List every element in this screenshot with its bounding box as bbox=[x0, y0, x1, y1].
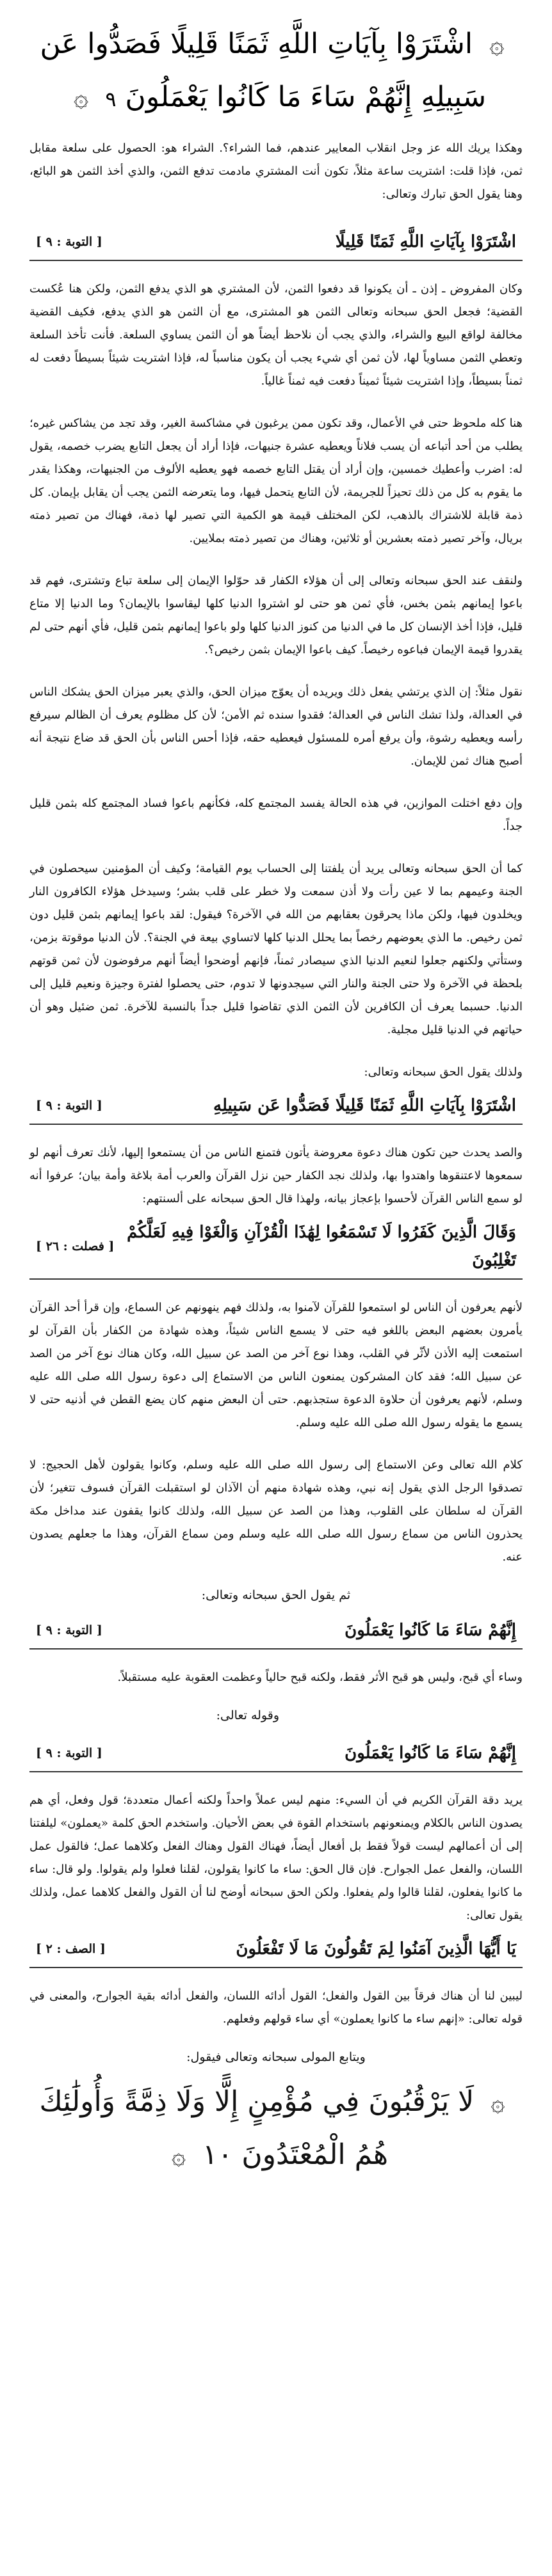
paragraph: كما أن الحق سبحانه وتعالى يريد أن يلفتنا إلى الحساب يوم القيامة؛ وكيف أن المؤمنين سيحصلون في الجنة وعيمهم بما لا عين رأت ولا أذن سمعت ولا خطر على قلب بشر؛ وسيدخل هؤلاء الكافرون النار ويخلدون فيها، ولكن ماذا يحرقون بعقابهم من الله في الآخرة؟ فيقول: لقد باعوا إيمانهم بثمن قليل دون ثمن رخيص. ما الذي يعوضهم رخصاً بما يحلل الدنيا كلها لاتساوي بيعة في الجنة؟. لأن الدنيا موقوتة بزمن، وستأتي ولكنهم جعلوا لنعيم الدنيا الذي سيصادر ثمناً، فإنهم أوضحوا أيضاً أنهم مرفوضون لأن ثمن قوتهم بلحظة في الآخرة ولا حتى الجنة والنار التي سيجدونها لا تدوم، حتى يحصلوا لفترة وجيزة ونعيم قليل إلى الدنيا. حسبما يعرف أن الكافرين لأن الثمن الذي تقاضوا قليل جداً بالنسبة للآخرة. ثمن ضئيل وهو أن حياتهم في الدنيا قليل مجلية. bbox=[29, 862, 523, 1037]
section-intro: ويتابع المولى سبحانه وتعالى فيقول: bbox=[186, 2050, 366, 2064]
paragraph: لأنهم يعرفون أن الناس لو استمعوا للقرآن لآمنوا به، ولذلك فهم ينهونهم عن السماع، وإن قرأ أحد القرآن يأمرون بعضهم البعض باللغو فيه حتى لا يسمع الناس شيئاً، وهذه شهادة من الكفار بأن القرآن لو استمعت إليه الأذن لأثّر في القلب، وهذا نوع آخر من الصد عن سبيل الله، وكان هناك نوع آخر من الصد عن سبيل الله؛ فقد كان المشركون يمنعون الناس من الاستماع إلى دعوة رسول الله صلى الله عليه وسلم، لأنهم يعرفون أن حلاوة الدعوة ستجذبهم. حتى أن البعض منهم كان يضع القطن في أذنيه حتى لا يسمع ما يقوله رسول الله صلى الله عليه وسلم. bbox=[29, 1301, 523, 1429]
paragraph: كلام الله تعالى وعن الاستماع إلى رسول الله صلى الله عليه وسلم، وكانوا يقولون لأهل الحجيج: لا تصدقوا الرجل الذي يقول إنه نبي، وهذه شهادة منهم أن الآذان لو استقبلت القرآن فسوف تتغير؛ لأن القرآن له سلطان على القلوب، وهذا من الصد عن سبيل الله، ولذلك كانوا يقفون عند مداخل مكة يحذرون الناس من سماع رسول الله صلى الله عليه وسلم ومن سماع القرآن، وهذا ما جعلهم يصدون عنه. bbox=[29, 1458, 523, 1564]
header-verse bbox=[29, 18, 523, 125]
section-intro: ثم يقول الحق سبحانه وتعالى: bbox=[201, 1588, 351, 1602]
paragraph: ليبين لنا أن هناك فرقاً بين القول والفعل؛ القول أدائه اللسان، والفعل أدائه بقية الجوارح، والمعنى في قوله تعالى: «إنهم ساء ما كانوا يعملون» أي ساء قولهم وفعلهم. bbox=[29, 1989, 523, 2026]
paragraph: ولذلك يقول الحق سبحانه وتعالى: bbox=[364, 1065, 523, 1079]
header-line-2 bbox=[29, 71, 523, 125]
footer-line-2-text: هُمُ الْمُعْتَدُونَ bbox=[241, 2138, 389, 2171]
verse-text: اشْتَرَوْا بِآيَاتِ اللَّهِ ثَمَنًا قَلِيلًا فَصَدُّوا عَن سَبِيلِهِ bbox=[213, 1096, 516, 1115]
verse-quote bbox=[29, 1089, 523, 1125]
verse-text: اشْتَرَوْا بِآيَاتِ اللَّهِ ثَمَنًا قَلِيلًا bbox=[335, 232, 516, 251]
footer-line-2 bbox=[29, 2129, 523, 2182]
paragraph: يريد دقة القرآن الكريم في أن السيء: منهم ليس عملاً واحداً ولكنه أعمال متعددة؛ قول وفعل، أي هم يصدون الناس بالكلام ويمنعونهم باستخدام القوة في بعض الأحيان. واستخدم الحق كلمة «يعملون» ليلفتنا إلى أن أعمالهم ليست قولاً فقط بل أفعال أيضاً، فهناك القول وهناك الفعل وكلاهما عمل؛ فالقول عمل اللسان، والفعل عمل الجوارح. فإن قال الحق: ساء ما كانوا يقولون، لقلنا فعلوا ولم يقولوا. ولو قال: ساء ما كانوا يفعلون، لقلنا قالوا ولم يفعلوا. ولكن الحق سبحانه أوضح لنا أن القول والفعل كلاهما عمل، ولذلك يقول تعالى: bbox=[29, 1793, 523, 1922]
section-intro: وقوله تعالى: bbox=[216, 1708, 279, 1722]
header-line-1-text: اشْتَرَوْا بِآيَاتِ اللَّهِ ثَمَنًا قَلِيلًا فَصَدُّوا عَن bbox=[40, 28, 473, 60]
footer-line-1 bbox=[29, 2076, 523, 2129]
paragraph: نقول مثلاً: إن الذي يرتشي يفعل ذلك ويريده أن يعوّج ميزان الحق، والذي يعبر ميزان الحق يشكك الناس في العدالة، ولذا تشك الناس في العدالة؛ فقدوا سنده ثم الأمن؛ لأن كل مظلوم يعرف أن الظالم سيرفع رأسه ويعطيه رشوة، وأن يرفع أمره للمسئول فيعطيه حقه، فإذا أحس الناس بأن الحق قد ضاع نتيجة أنه أصبح هناك ثمن للإيمان. bbox=[29, 685, 523, 768]
header-line-2-text: سَبِيلِهِ إِنَّهُمْ سَاءَ مَا كَانُوا يَعْمَلُونَ bbox=[125, 81, 487, 113]
footer-line-1-text: لَا يَرْقُبُونَ فِي مُؤْمِنٍ إِلًّا وَلَا ذِمَّةً وَأُولَٰئِكَ bbox=[39, 2085, 475, 2118]
verse-reference: [ التوبة : ٩ ] bbox=[36, 1099, 102, 1113]
verse-reference: [ التوبة : ٩ ] bbox=[36, 235, 102, 249]
verse-text: وَقَالَ الَّذِينَ كَفَرُوا لَا تَسْمَعُوا لِهَٰذَا الْقُرْآنِ وَالْغَوْا فِيهِ لَعَلَّكُمْ تَغْلِبُونَ bbox=[127, 1223, 516, 1270]
verse-reference: [ فصلت : ٢٦ ] bbox=[36, 1239, 115, 1253]
verse-reference: [ التوبة : ٩ ] bbox=[36, 1746, 102, 1760]
verse-text: إِنَّهُمْ سَاءَ مَا كَانُوا يَعْمَلُونَ bbox=[345, 1621, 516, 1640]
paragraph: وكان المفروض ـ إذن ـ أن يكونوا قد دفعوا الثمن، لأن المشتري هو الذي يدفع الثمن، ولكن هنا عُكست القضية؛ فجعل الحق سبحانه وتعالى الثمن هو المشترى، مع أن الثمن هو الذي يدفع، فكيف القضية مخالفة لواقع البيع والشراء، والذي يجب أن نلاحظ أيضاً هو أن الثمن يساوي السلعة. فأنت تأخذ السلعة وتعطي الثمن مساوياً لها، لأن ثمن أي شيء يجب أن يكون مناسباً له، فإذا اشتريت شيئاً بسيطاً دفعت له ثمناً بسيطاً، وإذا اشتريت شيئاً ثميناً دفعت فيه ثمناً غالياً. bbox=[29, 282, 523, 388]
verse-number: ١٠ bbox=[202, 2138, 233, 2171]
verse-quote bbox=[29, 1614, 523, 1650]
verse-reference: [ الصف : ٢ ] bbox=[36, 1942, 106, 1956]
paragraph: ولنقف عند الحق سبحانه وتعالى إلى أن هؤلاء الكفار قد حوّلوا الإيمان إلى سلعة تباع وتشترى، فهم قد باعوا إيمانهم بثمن بخس، فأي ثمن هو حتى لو اشتروا الدنيا كلها ليقاسوا بالإيمان؟ وما الدنيا إلا متاع قليل، فإذا أخذ الإنسان كل ما في الدنيا من كنوز الدنيا كلها ولو باعوا إيمانهم بثمن قليل، فأي أنهم حتى لم يقدروا قيمة الإيمان فباعوه رخيصاً. كيف باعوا الإيمان بثمن رخيص؟. bbox=[29, 574, 523, 656]
verse-quote bbox=[29, 1216, 523, 1280]
paragraph: وإن دفع اختلت الموازين، في هذه الحالة يفسد المجتمع كله، فكأنهم باعوا فساد المجتمع كله بثمن قليل جداً. bbox=[29, 797, 523, 833]
paragraph: والصد يحدث حين تكون هناك دعوة معروضة يأتون فتمنع الناس من أن يستمعوا إليها، لأنك تعرف أنهم لو سمعوها لاعتنقوها واهتدوا بها، ولذلك نجد الكفار حين نزل القرآن والعرب أمة بلاغة وأمة بيان؛ عرفوا أنه لو سمع الناس القرآن لأحسوا بإعجاز بيانه، ولهذا قال الحق سبحانه على ألسنتهم: bbox=[29, 1146, 523, 1205]
ornament-icon: ۞ bbox=[489, 30, 505, 60]
verse-number: ٩ bbox=[105, 87, 117, 111]
paragraph: وهكذا يريك الله عز وجل انقلاب المعايير عندهم، فما الشراء؟. الشراء هو: الحصول على سلعة مقابل ثمن، فإذا قلت: اشتريت ساعة مثلاً، تكون أنت المشتري مادمت تدفع الثمن، والذي أخذ الثمن هو البائع، وهنا يقول الحق تبارك وتعالى: bbox=[29, 141, 523, 201]
header-line-1 bbox=[29, 18, 523, 71]
ornament-icon: ۞ bbox=[73, 83, 89, 113]
ornament-icon: ۞ bbox=[491, 2088, 505, 2117]
paragraph: وساء أي قبح، وليس هو قبح الأثر فقط، ولكنه قبح حالياً وعظمت العقوبة عليه مستقبلاً. bbox=[117, 1671, 523, 1684]
paragraph: هنا كله ملحوظ حتى في الأعمال، وقد تكون ممن يرغبون في مشاكسة الغير، وقد تجد من يشاكس غيره؛ يطلب من أحد أتباعه أن يسب فلاناً ويعطيه عشرة جنيهات، فإذا أراد أن يجعل التابع يضرب خصمه، يقول له: اضرب وأعطيك خمسين، وإن أراد أن يقتل التابع خصمه فهو يعطيه الألوف من الجنيهات، وهكذا يقدر ما يقوم به كل من ذلك تحيزاً للجريمة، لأن التابع يتحمل فيها، وما يتعرضه الثمن يجب أن يقابل بإيمان. كل ذمة قابلة للاشتراك بالذهب، لكن المختلف قيمة هو الكمية التي تصير لها ذمة، فهناك من تصير ذمته بريال، وآخر تصير ذمته بعشرين أو ثلاثين، وهناك من تصير ذمته بملايين. bbox=[29, 417, 523, 545]
verse-quote bbox=[29, 225, 523, 261]
verse-text: إِنَّهُمْ سَاءَ مَا كَانُوا يَعْمَلُونَ bbox=[345, 1744, 516, 1763]
verse-quote bbox=[29, 1932, 523, 1968]
verse-reference: [ التوبة : ٩ ] bbox=[36, 1623, 102, 1637]
verse-quote bbox=[29, 1737, 523, 1772]
verse-text: يَا أَيُّهَا الَّذِينَ آمَنُوا لِمَ تَقُولُونَ مَا لَا تَفْعَلُونَ bbox=[236, 1939, 516, 1959]
ornament-icon: ۞ bbox=[171, 2142, 186, 2170]
footer-verse bbox=[29, 2076, 523, 2182]
